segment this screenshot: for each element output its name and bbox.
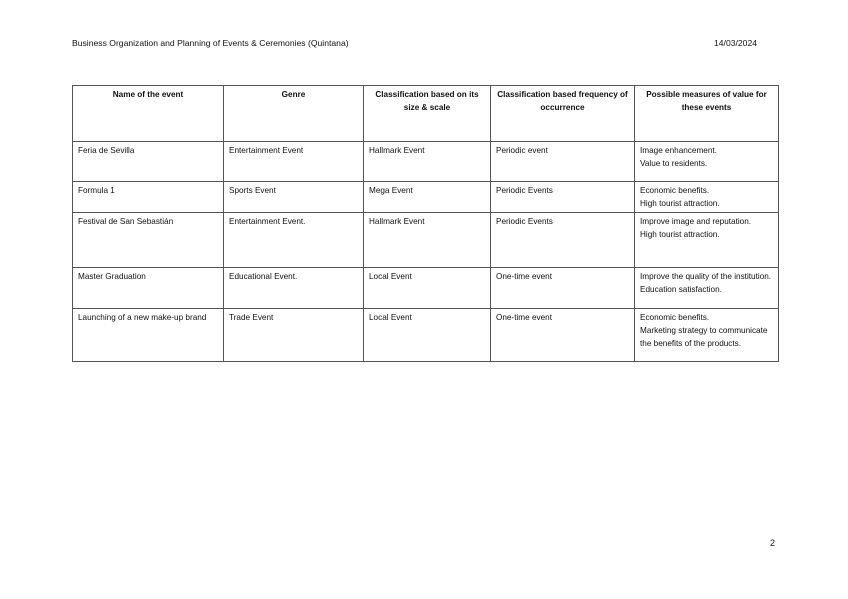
cell-size-scale: Hallmark Event [364, 213, 491, 268]
page-number: 2 [770, 538, 776, 548]
cell-event-name: Festival de San Sebastián [73, 213, 224, 268]
column-header-name: Name of the event [73, 86, 224, 142]
cell-size-scale: Local Event [364, 268, 491, 309]
cell-measures [635, 142, 779, 182]
cell-frequency: Periodic event [491, 142, 635, 182]
cell-frequency: One-time event [491, 309, 635, 362]
page-header-title: Business Organization and Planning of Events & Ceremonies (Quintana) [72, 38, 349, 48]
measure-line: Economic benefits. [640, 186, 710, 195]
measure-line: High tourist attraction. [640, 230, 720, 239]
measure-line: Marketing strategy to communicate the benefits of the products. [640, 326, 768, 348]
column-header-genre: Genre [224, 86, 364, 142]
cell-size-scale: Local Event [364, 309, 491, 362]
measure-line: Economic benefits. [640, 313, 710, 322]
measure-line: Education satisfaction. [640, 285, 722, 294]
cell-frequency: One-time event [491, 268, 635, 309]
cell-size-scale: Mega Event [364, 182, 491, 213]
page-header-date: 14/03/2024 [714, 38, 758, 48]
cell-genre: Entertainment Event. [224, 213, 364, 268]
cell-event-name: Master Graduation [73, 268, 224, 309]
cell-measures [635, 268, 779, 309]
table-row [73, 213, 779, 268]
table-row [73, 309, 779, 362]
cell-measures [635, 309, 779, 362]
cell-measures [635, 213, 779, 268]
cell-genre: Entertainment Event [224, 142, 364, 182]
cell-genre: Educational Event. [224, 268, 364, 309]
cell-genre: Sports Event [224, 182, 364, 213]
measure-line: Improve image and reputation. [640, 217, 752, 226]
events-table [72, 85, 779, 362]
measure-line: Image enhancement. [640, 146, 717, 155]
table-row [73, 182, 779, 213]
table-row [73, 142, 779, 182]
cell-size-scale: Hallmark Event [364, 142, 491, 182]
column-header-measures: Possible measures of value for these events [635, 86, 779, 142]
table-row [73, 268, 779, 309]
cell-event-name: Feria de Sevilla [73, 142, 224, 182]
measure-line: Improve the quality of the institution. [640, 272, 772, 281]
cell-frequency: Periodic Events [491, 182, 635, 213]
measure-line: High tourist attraction. [640, 199, 720, 208]
cell-measures [635, 182, 779, 213]
column-header-frequency: Classification based frequency of occurrence [491, 86, 635, 142]
cell-frequency: Periodic Events [491, 213, 635, 268]
column-header-size-scale: Classification based on its size & scale [364, 86, 491, 142]
cell-genre: Trade Event [224, 309, 364, 362]
table-header-row [73, 86, 779, 142]
measure-line: Value to residents. [640, 159, 708, 168]
cell-event-name: Launching of a new make-up brand [73, 309, 224, 362]
cell-event-name: Formula 1 [73, 182, 224, 213]
